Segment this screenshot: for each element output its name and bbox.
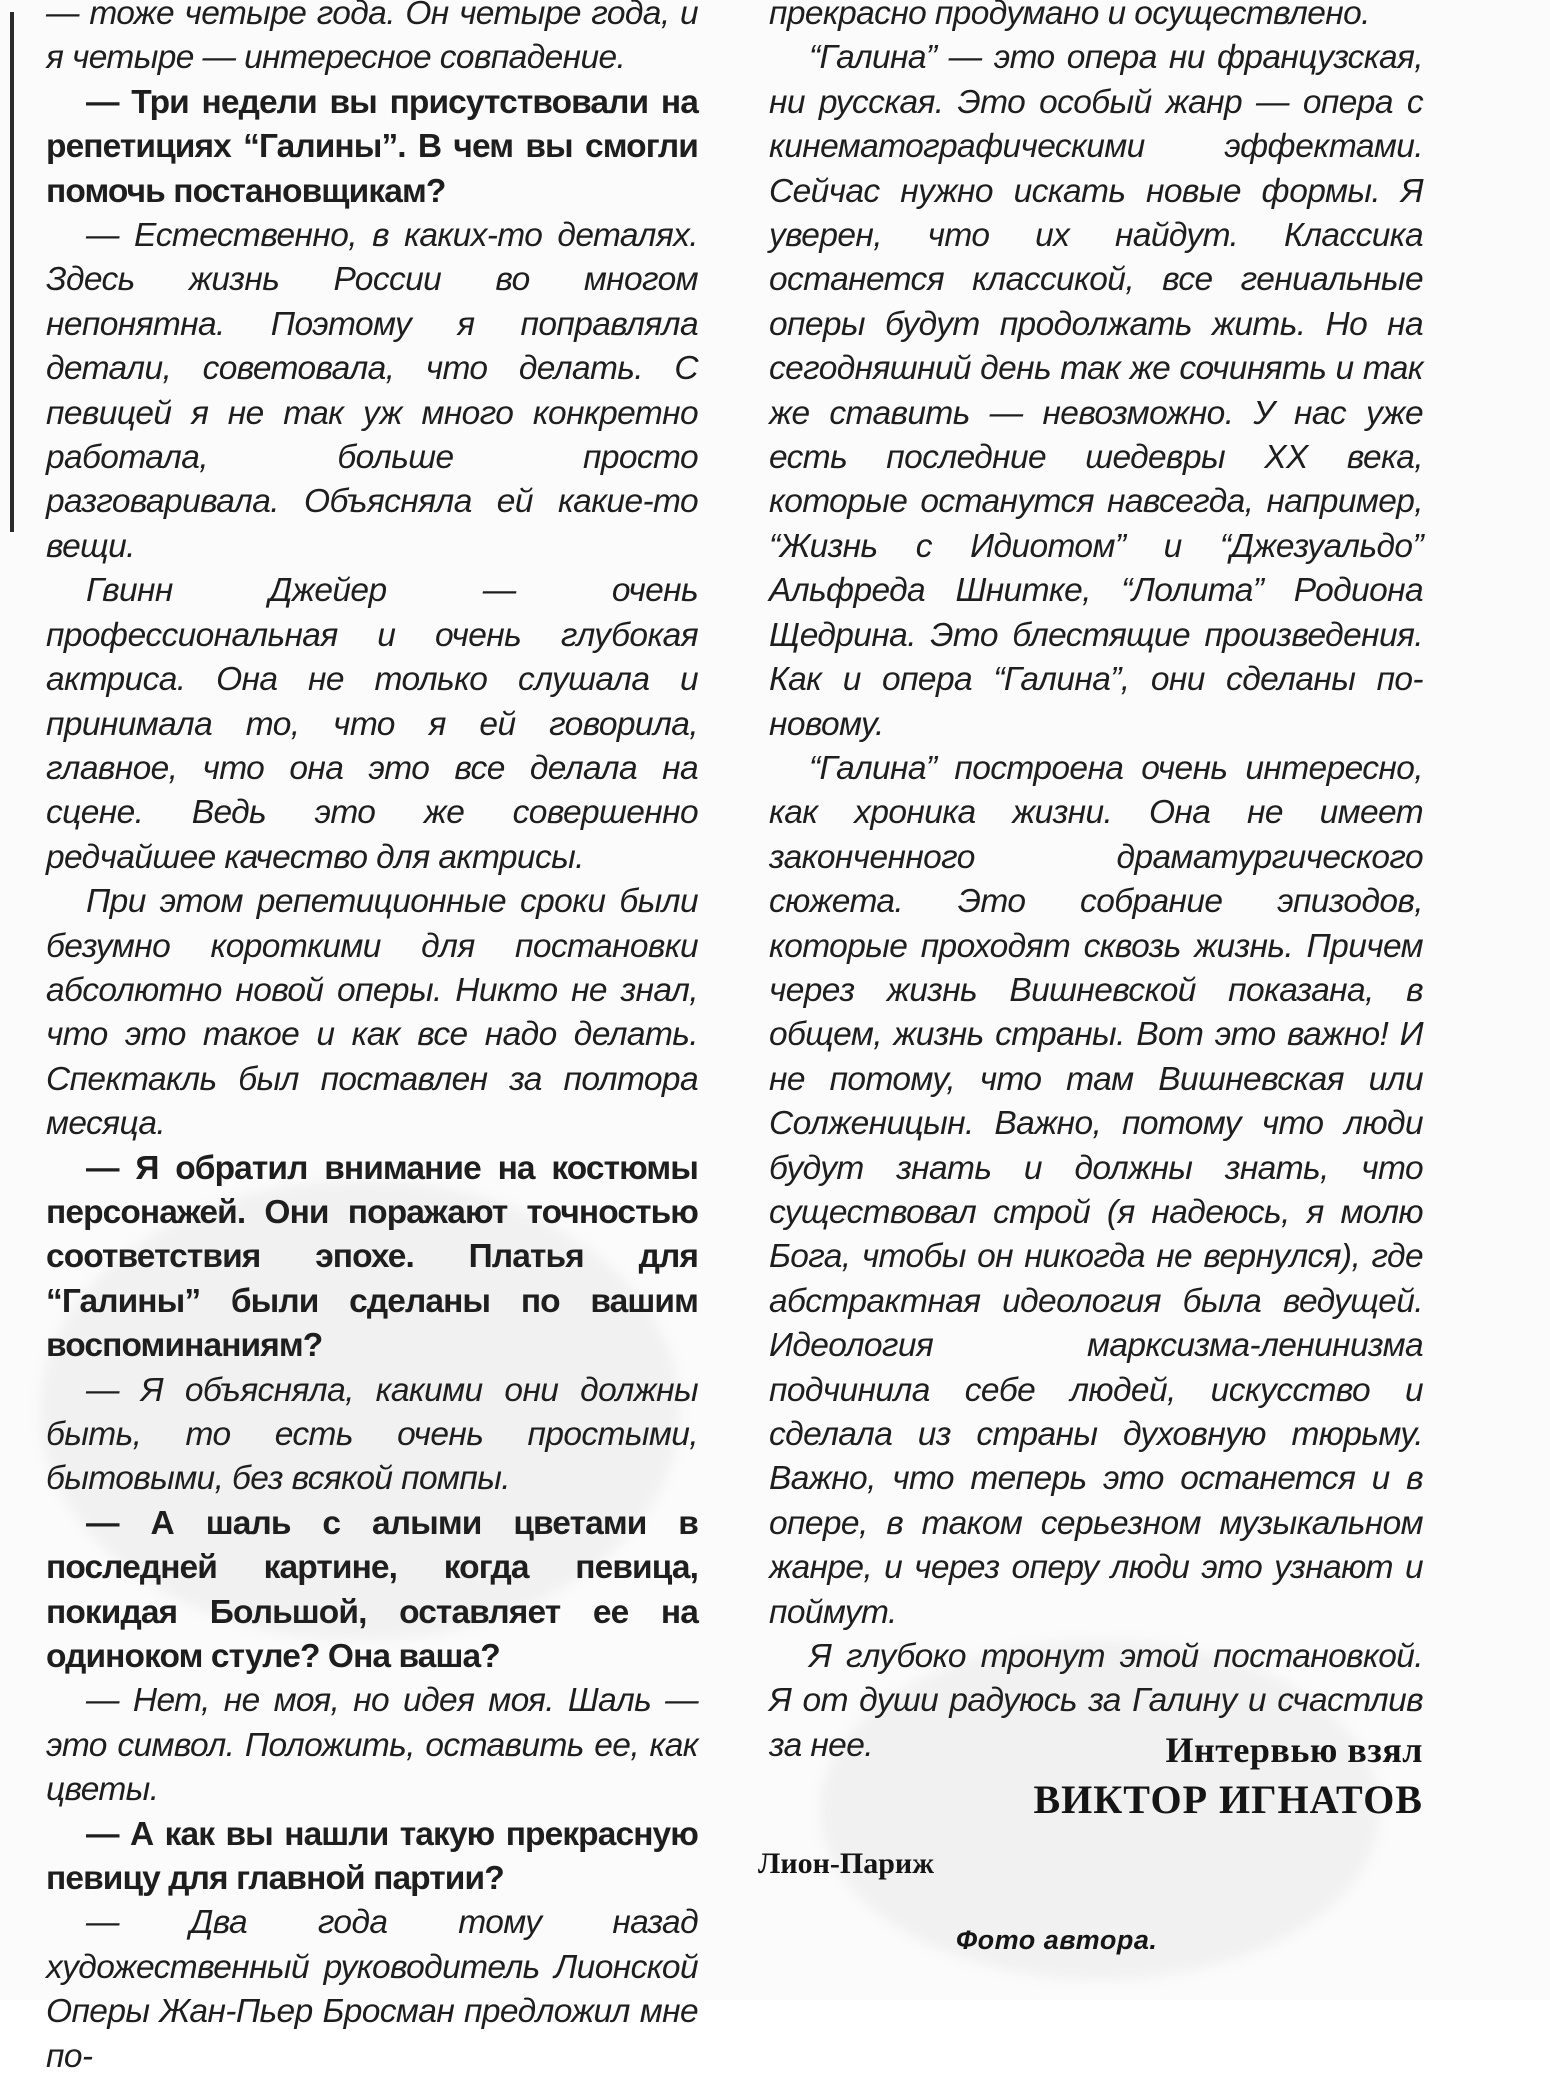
interview-answer: “Галина” — это опера ни французская, ни русская. Это особый жанр — опера с кинематографическими эффектами. Сейчас нужно искать новые формы. Я уверен, что их найдут. Классика останется классикой, все гениальные оперы будут продолжать жить. Но на сегодняшний день так же сочинять и так же ставить — невозможно. У нас уже есть последние шедевры XX века, которые останутся навсегда, например, “Жизнь с Идиотом” и “Джезуальдо” Альфреда Шнитке, “Лолита” Родиона Щедрина. Это блестящие произведения. Как и опера “Галина”, они сделаны по-новому. xyxy=(769,39,1423,743)
interview-answer: Гвинн Джейер — очень профессиональная и очень глубокая актриса. Она не только слушала и принимала то, что я ей говорила, главное, что она это все делала на сцене. Ведь это же совершенно редчайшее качество для актрисы. xyxy=(46,572,698,876)
interview-question: — Я обратил внимание на костюмы персонажей. Они поражают точностью соответствия эпохе. Платья для “Галины” были сделаны по вашим воспоминаниям? xyxy=(46,1149,698,1365)
dateline-place: Лион-Париж xyxy=(758,1847,934,1880)
interview-question: — А шаль с алыми цветами в последней картине, когда певица, покидая Большой, оставляет ее на одиноком стуле? Она ваша? xyxy=(46,1504,698,1676)
column-rule xyxy=(10,12,14,532)
interview-answer: “Галина” построена очень интересно, как хроника жизни. Она не имеет законченного драматургического сюжета. Это собрание эпизодов, которые проходят сквозь жизнь. Причем через жизнь Вишневской показана, в общем, жизнь страны. Вот это важно! И не потому, что там Вишневская или Солженицын. Важно, потому что люди будут знать и должны знать, что существовал строй (я надеюсь, я молю Бога, чтобы он никогда не вернулся), где абстрактная идеология была ведущей. Идеология марксизма-ленинизма подчинила себе людей, искусство и сделала из страны духовную тюрьму. Важно, что теперь это останется и в опере, в таком серьезном музыкальном жанре, и через оперу люди это узнают и поймут. xyxy=(769,749,1423,1631)
interview-answer: Я глубоко тронут этой постановкой. Я от души радуюсь за Галину и счастлив за нее. xyxy=(769,1638,1423,1764)
interview-answer: прекрасно продумано и осуществлено. xyxy=(769,0,1370,32)
photo-credit: Фото автора. xyxy=(956,1925,1158,1955)
interview-answer: — Два года тому назад художественный руководитель Лионской Оперы Жан-Пьер Бросман предложил мне по- xyxy=(46,1904,698,2075)
interview-question: — Три недели вы присутствовали на репетициях “Галины”. В чем вы смогли помочь постановщикам? xyxy=(46,83,698,210)
left-column xyxy=(46,0,698,2079)
interview-answer: — Естественно, в каких-то деталях. Здесь жизнь России во многом непонятна. Поэтому я поправляла детали, советовала, что делать. С певицей я не так уж много конкретно работала, больше просто разговаривала. Объясняла ей какие-то вещи. xyxy=(46,217,698,565)
interview-answer: — Я объясняла, какими они должны быть, то есть очень простыми, бытовыми, без всякой помпы. xyxy=(46,1371,698,1498)
right-column xyxy=(769,0,1423,1768)
interview-answer: — тоже четыре года. Он четыре года, и я четыре — интересное совпадение. xyxy=(46,0,698,77)
byline xyxy=(769,1725,1423,1825)
byline-author: ВИКТОР ИГНАТОВ xyxy=(1033,1777,1423,1822)
interview-question: — А как вы нашли такую прекрасную певицу для главной партии? xyxy=(46,1815,698,1898)
interview-answer: — Нет, не моя, но идея моя. Шаль — это символ. Положить, оставить ее, как цветы. xyxy=(46,1682,698,1809)
interview-answer: При этом репетиционные сроки были безумно короткими для постановки абсолютно новой оперы. Никто не знал, что это такое и как все надо делать. Спектакль был поставлен за полтора месяца. xyxy=(46,883,698,1143)
byline-intro: Интервью взял xyxy=(1165,1730,1423,1770)
